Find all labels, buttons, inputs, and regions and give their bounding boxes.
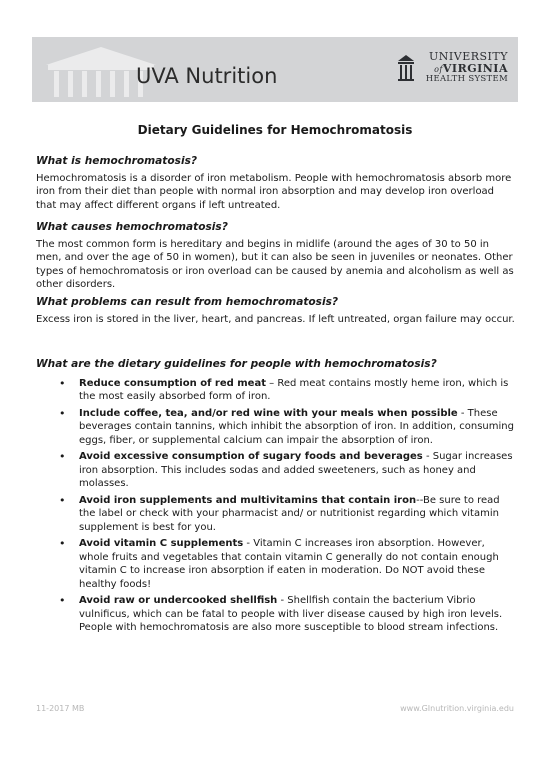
list-item (36, 377, 516, 404)
item-text: - These beverages contain tannins, which inhibit the absorption of iron. In addition, consuming eggs, fiber, or supplemental calcium can impair the absorption of iron. (79, 407, 514, 446)
bullet-icon: • (59, 406, 66, 420)
footer-date: 11-2017 MB (36, 704, 85, 713)
item-lead: Include coffee, tea, and/or red wine with your meals when possible (79, 407, 458, 419)
list-item (36, 407, 516, 448)
item-text: --Be sure to read the label or check with your pharmacist and/ or nutritionist regarding which vitamin supplement is best for you. (79, 494, 500, 533)
logo-virginia: VIRGINIA (442, 61, 508, 75)
header-title: UVA Nutrition (136, 64, 278, 88)
item-text: – Red meat contains mostly heme iron, which is the most easily absorbed form of iron. (79, 377, 509, 402)
uva-health-logo (426, 51, 508, 84)
item-lead: Avoid raw or undercooked shellfish (79, 595, 278, 606)
bullet-icon: • (59, 594, 66, 607)
document-title: Dietary Guidelines for Hemochromatosis (137, 123, 413, 137)
item-lead: Avoid vitamin C supplements (79, 538, 244, 549)
bullet-icon: • (59, 450, 66, 463)
logo-line2 (426, 63, 508, 75)
rotunda-logo-icon (398, 53, 414, 83)
item-text: - Sugar increases iron absorption. This includes sodas and added sweeteners, such as honey and molasses. (79, 451, 513, 489)
item-lead: Avoid excessive consumption of sugary foods and beverages (79, 451, 423, 462)
list-item (36, 537, 516, 591)
section-question: What causes hemochromatosis? (36, 221, 228, 233)
item-lead: Avoid iron supplements and multivitamins that contain iron (79, 494, 417, 506)
item-text: - Vitamin C increases iron absorption. However, whole fruits and vegetables that contain vitamin C generally do not contain enough vitamin C to increase iron absorption if eaten in moderation. Do NOT avoid these healthy foods! (79, 538, 499, 590)
header-banner (32, 37, 518, 102)
item-text: - Shellfish contain the bacterium Vibrio vulnificus, which can be fatal to people with liver disease caused by high iron levels. People with hemochromatosis are also more susceptible to blood stream infections. (79, 595, 503, 633)
bullet-icon: • (59, 376, 66, 390)
list-item (36, 594, 516, 635)
section-text: Hemochromatosis is a disorder of iron metabolism. People with hemochromatosis absorb more iron from their diet than people with normal iron absorption and may develop iron overload that may affect different organs if left untreated. (36, 172, 512, 211)
section-what-is (36, 155, 516, 212)
bullet-icon: • (59, 537, 66, 550)
list-item (36, 494, 516, 535)
logo-line1: UNIVERSITY (429, 50, 508, 63)
bullet-icon: • (59, 493, 66, 507)
logo-of: of (434, 64, 443, 74)
footer-website: www.GInutrition.virginia.edu (400, 704, 514, 713)
section-text: The most common form is hereditary and begins in midlife (around the ages of 30 to 50 in men, and over the age of 50 in women), but it can also be seen in juveniles or neonates. Other types of hemochromatosis or iron overload can be caused by anemia and alcoholism as well as other disorders. (36, 238, 514, 290)
section-question: What are the dietary guidelines for people with hemochromatosis? (36, 358, 437, 370)
section-problems (36, 296, 516, 326)
logo-line3: HEALTH SYSTEM (425, 74, 508, 85)
section-text: Excess iron is stored in the liver, heart, and pancreas. If left untreated, organ failure may occur. (36, 313, 515, 325)
section-causes (36, 221, 516, 292)
section-question: What is hemochromatosis? (36, 155, 198, 167)
section-question: What problems can result from hemochromatosis? (36, 296, 339, 308)
item-lead: Reduce consumption of red meat (79, 377, 266, 389)
guidelines-list (36, 377, 516, 635)
list-item (36, 450, 516, 491)
section-guidelines (36, 358, 516, 638)
